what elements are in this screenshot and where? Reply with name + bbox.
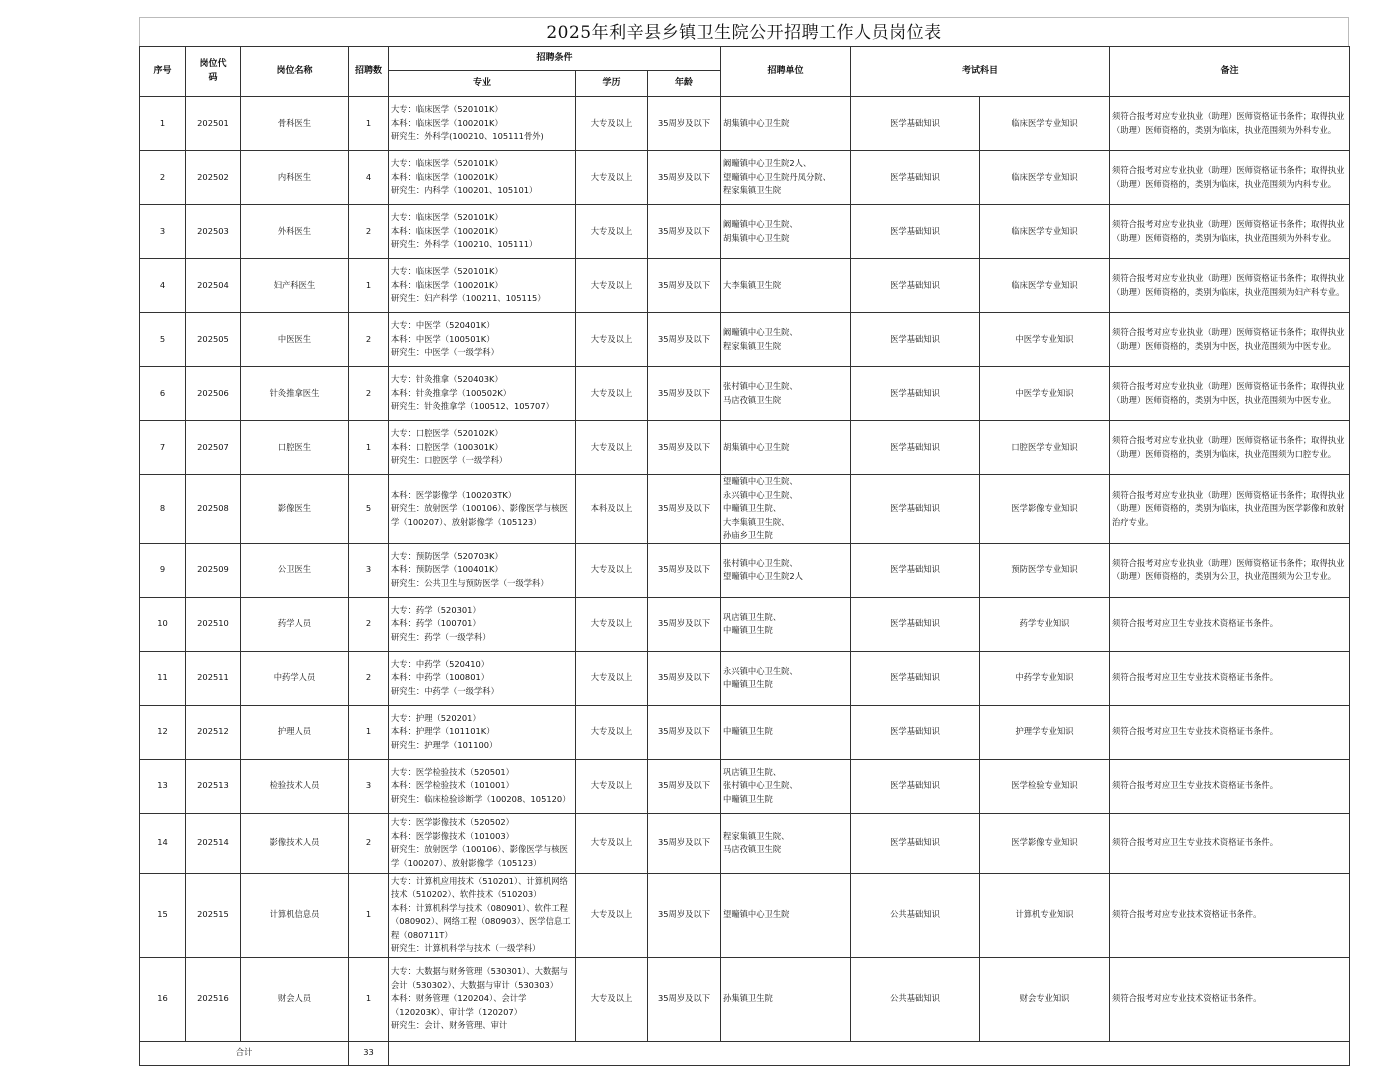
row-count: 2 [349,597,389,651]
major-line: 本科：中药学（100801） [391,672,490,683]
row-major [389,651,576,705]
row-count: 1 [349,873,389,957]
row-exam-2: 医学检验专业知识 [980,759,1110,813]
row-exam-1: 医学基础知识 [851,597,980,651]
major-line: 研究生：放射医学（100106）、影像医学与核医学（100207）、放射影像学（105123） [391,503,568,527]
row-edu: 大专及以上 [576,205,648,259]
header-exam: 考试科目 [851,47,1110,97]
row-unit [721,543,851,597]
unit-line: 胡集镇中心卫生院 [723,441,790,452]
row-name: 药学人员 [241,597,349,651]
table-row [140,651,1350,705]
major-line: 本科：医学影像学（100203TK） [391,489,517,500]
row-seq: 4 [140,259,186,313]
row-edu: 大专及以上 [576,873,648,957]
row-unit [721,597,851,651]
major-line: 本科：临床医学（100201K） [391,117,503,128]
total-count: 33 [349,1041,389,1065]
major-line: 大专：计算机应用技术（510201）、计算机网络技术（510202）、软件技术（510203） [391,875,568,899]
row-count: 2 [349,205,389,259]
row-exam-1: 医学基础知识 [851,259,980,313]
major-line: 大专：中医学（520401K） [391,320,495,331]
row-code: 202513 [186,759,241,813]
row-count: 1 [349,705,389,759]
header-count: 招聘数 [349,47,389,97]
header-seq: 序号 [140,47,186,97]
major-line: 大专：药学（520301） [391,604,481,615]
table-row [140,813,1350,873]
row-note: 须符合报考对应卫生专业技术资格证书条件。 [1110,651,1350,705]
row-age: 35周岁及以下 [648,957,721,1041]
row-note: 须符合报考对应专业执业（助理）医师资格证书条件；取得执业（助理）医师资格的，类别为临床，执业范围为医学影像和放射治疗专业。 [1110,475,1350,544]
positions-table [139,46,1350,1066]
row-edu: 大专及以上 [576,421,648,475]
major-line: 本科：财务管理（120204）、会计学（120203K）、审计学（120207） [391,993,527,1017]
unit-line: 张村镇中心卫生院、 [723,381,798,391]
row-major [389,597,576,651]
major-line: 研究生：药学（一级学科） [391,631,491,642]
table-row [140,705,1350,759]
row-unit [721,259,851,313]
major-line: 大专：临床医学（520101K） [391,158,503,169]
row-exam-1: 医学基础知识 [851,313,980,367]
unit-line: 张村镇中心卫生院、 [723,780,798,791]
row-count: 3 [349,759,389,813]
row-exam-2: 临床医学专业知识 [980,205,1110,259]
header-name: 岗位名称 [241,47,349,97]
row-edu: 大专及以上 [576,705,648,759]
major-line: 研究生：针灸推拿学（100512、105707） [391,401,554,412]
row-name: 影像技术人员 [241,813,349,873]
row-unit [721,475,851,544]
table-row [140,957,1350,1041]
row-exam-2: 口腔医学专业知识 [980,421,1110,475]
unit-line: 阚疃镇中心卫生院2人、 [723,158,812,169]
table-row [140,597,1350,651]
table-row [140,259,1350,313]
row-seq: 11 [140,651,186,705]
row-seq: 14 [140,813,186,873]
row-note: 须符合报考对应专业执业（助理）医师资格证书条件；取得执业（助理）医师资格的，类别为临床，执业范围须为口腔专业。 [1110,421,1350,475]
unit-line: 大李集镇卫生院、 [723,516,790,527]
row-note: 须符合报考对应专业执业（助理）医师资格证书条件；取得执业（助理）医师资格的，类别为临床，执业范围须为妇产科专业。 [1110,259,1350,313]
row-edu: 本科及以上 [576,475,648,544]
major-line: 大专：医学影像技术（520502） [391,817,514,827]
row-note: 须符合报考对应专业执业（助理）医师资格证书条件；取得执业（助理）医师资格的，类别为中医，执业范围须为中医专业。 [1110,313,1350,367]
major-line: 本科：口腔医学（100301K） [391,441,503,452]
row-age: 35周岁及以下 [648,873,721,957]
total-empty [389,1041,1350,1065]
major-line: 研究生：外科学(100210、105111骨外) [391,131,544,142]
unit-line: 大李集镇卫生院 [723,279,782,290]
major-line: 本科：药学（100701） [391,618,481,629]
row-major [389,475,576,544]
row-name: 护理人员 [241,705,349,759]
row-note: 须符合报考对应专业执业（助理）医师资格证书条件；取得执业（助理）医师资格的，类别为临床，执业范围须为外科专业。 [1110,97,1350,151]
unit-line: 阚疃镇中心卫生院、 [723,327,798,337]
row-seq: 16 [140,957,186,1041]
table-row [140,759,1350,813]
row-edu: 大专及以上 [576,151,648,205]
row-exam-1: 医学基础知识 [851,205,980,259]
row-note: 须符合报考对应专业执业（助理）医师资格证书条件；取得执业（助理）医师资格的，类别为公卫，执业范围须为公卫专业。 [1110,543,1350,597]
row-age: 35周岁及以下 [648,259,721,313]
row-code: 202503 [186,205,241,259]
unit-line: 程家集镇卫生院、 [723,830,790,841]
major-line: 研究生：中医学（一级学科） [391,347,499,358]
row-age: 35周岁及以下 [648,651,721,705]
row-code: 202505 [186,313,241,367]
row-note: 须符合报考对应专业执业（助理）医师资格证书条件；取得执业（助理）医师资格的，类别为临床，执业范围须为外科专业。 [1110,205,1350,259]
row-name: 财会人员 [241,957,349,1041]
row-edu: 大专及以上 [576,259,648,313]
row-unit [721,97,851,151]
major-line: 大专：针灸推拿（520403K） [391,374,503,385]
row-exam-1: 医学基础知识 [851,759,980,813]
row-code: 202510 [186,597,241,651]
unit-line: 永兴镇中心卫生院、 [723,665,798,676]
unit-line: 马店孜镇卫生院 [723,394,782,405]
major-line: 大专：医学检验技术（520501） [391,766,514,777]
row-code: 202509 [186,543,241,597]
row-note: 须符合报考对应专业技术资格证书条件。 [1110,957,1350,1041]
unit-line: 胡集镇中心卫生院 [723,117,790,128]
row-count: 1 [349,421,389,475]
unit-line: 程家集镇卫生院 [723,185,782,196]
row-exam-2: 医学影像专业知识 [980,813,1110,873]
header-conditions: 招聘条件 [389,47,721,71]
row-unit [721,151,851,205]
row-exam-2: 临床医学专业知识 [980,97,1110,151]
row-unit [721,421,851,475]
unit-line: 望疃镇中心卫生院 [723,909,790,920]
row-exam-1: 医学基础知识 [851,421,980,475]
row-name: 计算机信息员 [241,873,349,957]
row-code: 202511 [186,651,241,705]
row-unit [721,873,851,957]
row-unit [721,759,851,813]
row-note: 须符合报考对应卫生专业技术资格证书条件。 [1110,705,1350,759]
major-line: 大专：临床医学（520101K） [391,266,503,277]
major-line: 研究生：放射医学（100106）、影像医学与核医学（100207）、放射影像学（105123） [391,844,568,868]
sheet-title: 2025年利辛县乡镇卫生院公开招聘工作人员岗位表 [139,17,1349,46]
table-row [140,151,1350,205]
row-name: 口腔医生 [241,421,349,475]
row-seq: 10 [140,597,186,651]
row-name: 针灸推拿医生 [241,367,349,421]
row-age: 35周岁及以下 [648,543,721,597]
row-edu: 大专及以上 [576,597,648,651]
row-count: 1 [349,957,389,1041]
row-count: 5 [349,475,389,544]
unit-line: 马店孜镇卫生院 [723,844,782,854]
row-count: 2 [349,651,389,705]
row-age: 35周岁及以下 [648,759,721,813]
unit-line: 孙集镇卫生院 [723,993,773,1004]
major-line: 研究生：临床检验诊断学（100208、105120） [391,793,571,804]
row-major [389,813,576,873]
row-code: 202508 [186,475,241,544]
row-note: 须符合报考对应专业执业（助理）医师资格证书条件；取得执业（助理）医师资格的，类别为中医，执业范围须为中医专业。 [1110,367,1350,421]
row-exam-2: 财会专业知识 [980,957,1110,1041]
row-edu: 大专及以上 [576,813,648,873]
row-seq: 8 [140,475,186,544]
major-line: 研究生：妇产科学（100211、105115） [391,293,546,304]
unit-line: 中疃镇卫生院 [723,726,773,737]
row-exam-1: 医学基础知识 [851,705,980,759]
row-age: 35周岁及以下 [648,97,721,151]
row-major [389,873,576,957]
row-name: 外科医生 [241,205,349,259]
unit-line: 望疃镇中心卫生院、 [723,476,798,486]
row-age: 35周岁及以下 [648,475,721,544]
header-code: 岗位代码 [186,47,241,97]
row-edu: 大专及以上 [576,651,648,705]
row-unit [721,651,851,705]
unit-line: 巩店镇卫生院、 [723,766,782,777]
major-line: 本科：中医学（100501K） [391,333,495,344]
row-count: 1 [349,259,389,313]
row-age: 35周岁及以下 [648,313,721,367]
row-edu: 大专及以上 [576,759,648,813]
row-seq: 15 [140,873,186,957]
row-count: 2 [349,313,389,367]
unit-line: 巩店镇卫生院、 [723,611,782,622]
row-major [389,259,576,313]
row-seq: 6 [140,367,186,421]
header-note: 备注 [1110,47,1350,97]
table-row [140,873,1350,957]
row-exam-1: 医学基础知识 [851,475,980,544]
row-exam-2: 预防医学专业知识 [980,543,1110,597]
row-major [389,97,576,151]
row-edu: 大专及以上 [576,313,648,367]
total-row [140,1041,1350,1065]
unit-line: 程家集镇卫生院 [723,340,782,351]
row-age: 35周岁及以下 [648,205,721,259]
row-count: 2 [349,367,389,421]
row-note: 须符合报考对应卫生专业技术资格证书条件。 [1110,813,1350,873]
table-row [140,475,1350,544]
row-unit [721,813,851,873]
row-exam-2: 医学影像专业知识 [980,475,1110,544]
row-code: 202504 [186,259,241,313]
row-seq: 5 [140,313,186,367]
table-row [140,313,1350,367]
row-name: 影像医生 [241,475,349,544]
row-edu: 大专及以上 [576,543,648,597]
row-major [389,759,576,813]
row-note: 须符合报考对应卫生专业技术资格证书条件。 [1110,759,1350,813]
header-age: 年龄 [648,71,721,97]
row-exam-2: 临床医学专业知识 [980,259,1110,313]
row-exam-2: 中医学专业知识 [980,313,1110,367]
table-row [140,543,1350,597]
row-seq: 7 [140,421,186,475]
row-exam-2: 药学专业知识 [980,597,1110,651]
unit-line: 望疃镇中心卫生院2人 [723,571,803,581]
major-line: 本科：医学影像技术（101003） [391,830,514,841]
row-exam-2: 中医学专业知识 [980,367,1110,421]
row-code: 202506 [186,367,241,421]
row-exam-2: 护理学专业知识 [980,705,1110,759]
row-exam-1: 医学基础知识 [851,813,980,873]
major-line: 本科：临床医学（100201K） [391,279,503,290]
row-exam-1: 公共基础知识 [851,957,980,1041]
unit-line: 望疃镇中心卫生院丹凤分院、 [723,171,831,182]
row-seq: 2 [140,151,186,205]
unit-line: 胡集镇中心卫生院 [723,232,790,243]
row-major [389,705,576,759]
row-seq: 1 [140,97,186,151]
row-count: 1 [349,97,389,151]
header-unit: 招聘单位 [721,47,851,97]
major-line: 研究生：公共卫生与预防医学（一级学科） [391,577,549,588]
row-exam-1: 医学基础知识 [851,543,980,597]
unit-line: 孙庙乡卫生院 [723,530,773,540]
row-age: 35周岁及以下 [648,813,721,873]
table-row [140,205,1350,259]
row-age: 35周岁及以下 [648,367,721,421]
row-name: 中医医生 [241,313,349,367]
row-seq: 3 [140,205,186,259]
major-line: 研究生：内科学（100201、105101） [391,185,538,196]
row-code: 202501 [186,97,241,151]
major-line: 研究生：会计、财务管理、审计 [391,1020,508,1031]
row-exam-2: 计算机专业知识 [980,873,1110,957]
row-unit [721,205,851,259]
major-line: 本科：医学检验技术（101001） [391,780,514,791]
row-seq: 12 [140,705,186,759]
major-line: 大专：护理（520201） [391,712,481,723]
row-major [389,543,576,597]
unit-line: 张村镇中心卫生院、 [723,557,798,568]
row-count: 2 [349,813,389,873]
row-exam-1: 医学基础知识 [851,151,980,205]
row-code: 202512 [186,705,241,759]
row-edu: 大专及以上 [576,97,648,151]
row-age: 35周岁及以下 [648,421,721,475]
row-exam-2: 临床医学专业知识 [980,151,1110,205]
major-line: 研究生：护理学（101100） [391,739,498,750]
row-name: 公卫医生 [241,543,349,597]
table-row [140,97,1350,151]
row-major [389,421,576,475]
recruitment-sheet [139,17,1349,1066]
row-exam-1: 公共基础知识 [851,873,980,957]
row-code: 202514 [186,813,241,873]
row-exam-1: 医学基础知识 [851,97,980,151]
total-label: 合计 [140,1041,349,1065]
row-name: 中药学人员 [241,651,349,705]
row-edu: 大专及以上 [576,957,648,1041]
row-name: 检验技术人员 [241,759,349,813]
row-name: 妇产科医生 [241,259,349,313]
row-exam-2: 中药学专业知识 [980,651,1110,705]
major-line: 大专：中药学（520410） [391,658,490,669]
unit-line: 中疃镇卫生院、 [723,503,782,513]
row-unit [721,367,851,421]
unit-line: 永兴镇中心卫生院、 [723,489,798,500]
table-row [140,421,1350,475]
unit-line: 阚疃镇中心卫生院、 [723,219,798,229]
major-line: 本科：临床医学（100201K） [391,225,503,236]
row-major [389,313,576,367]
major-line: 研究生：中药学（一级学科） [391,685,499,696]
major-line: 本科：针灸推拿学（100502K） [391,387,512,398]
row-edu: 大专及以上 [576,367,648,421]
major-line: 本科：计算机科学与技术（080901）、软件工程（080902）、网络工程（080903）、医学信息工程（080711T） [391,902,571,940]
header-major: 专业 [389,71,576,97]
row-seq: 9 [140,543,186,597]
row-major [389,151,576,205]
major-line: 本科：临床医学（100201K） [391,171,503,182]
row-age: 35周岁及以下 [648,705,721,759]
table-row [140,367,1350,421]
major-line: 研究生：计算机科学与技术（一级学科） [391,943,541,953]
row-exam-1: 医学基础知识 [851,651,980,705]
major-line: 大专：口腔医学（520102K） [391,428,503,439]
major-line: 本科：预防医学（100401K） [391,564,503,575]
row-name: 内科医生 [241,151,349,205]
row-name: 骨科医生 [241,97,349,151]
row-unit [721,705,851,759]
major-line: 研究生：口腔医学（一级学科） [391,455,508,466]
row-count: 3 [349,543,389,597]
major-line: 大专：临床医学（520101K） [391,212,503,223]
major-line: 大专：临床医学（520101K） [391,104,503,115]
row-unit [721,957,851,1041]
row-major [389,367,576,421]
major-line: 本科：护理学（101101K） [391,726,495,737]
row-note: 须符合报考对应专业执业（助理）医师资格证书条件；取得执业（助理）医师资格的，类别为临床，执业范围须为内科专业。 [1110,151,1350,205]
unit-line: 中疃镇卫生院 [723,679,773,689]
major-line: 大专：大数据与财务管理（530301）、大数据与会计（530302）、大数据与审计（530303） [391,966,568,990]
row-age: 35周岁及以下 [648,151,721,205]
row-unit [721,313,851,367]
row-age: 35周岁及以下 [648,597,721,651]
unit-line: 中疃镇卫生院 [723,793,773,804]
major-line: 大专：预防医学（520703K） [391,550,503,561]
row-code: 202507 [186,421,241,475]
major-line: 研究生：外科学（100210、105111） [391,239,538,250]
row-note: 须符合报考对应卫生专业技术资格证书条件。 [1110,597,1350,651]
row-code: 202516 [186,957,241,1041]
row-note: 须符合报考对应专业技术资格证书条件。 [1110,873,1350,957]
row-seq: 13 [140,759,186,813]
row-major [389,957,576,1041]
header-edu: 学历 [576,71,648,97]
row-code: 202515 [186,873,241,957]
row-exam-1: 医学基础知识 [851,367,980,421]
row-count: 4 [349,151,389,205]
unit-line: 中疃镇卫生院 [723,625,773,635]
row-major [389,205,576,259]
row-code: 202502 [186,151,241,205]
